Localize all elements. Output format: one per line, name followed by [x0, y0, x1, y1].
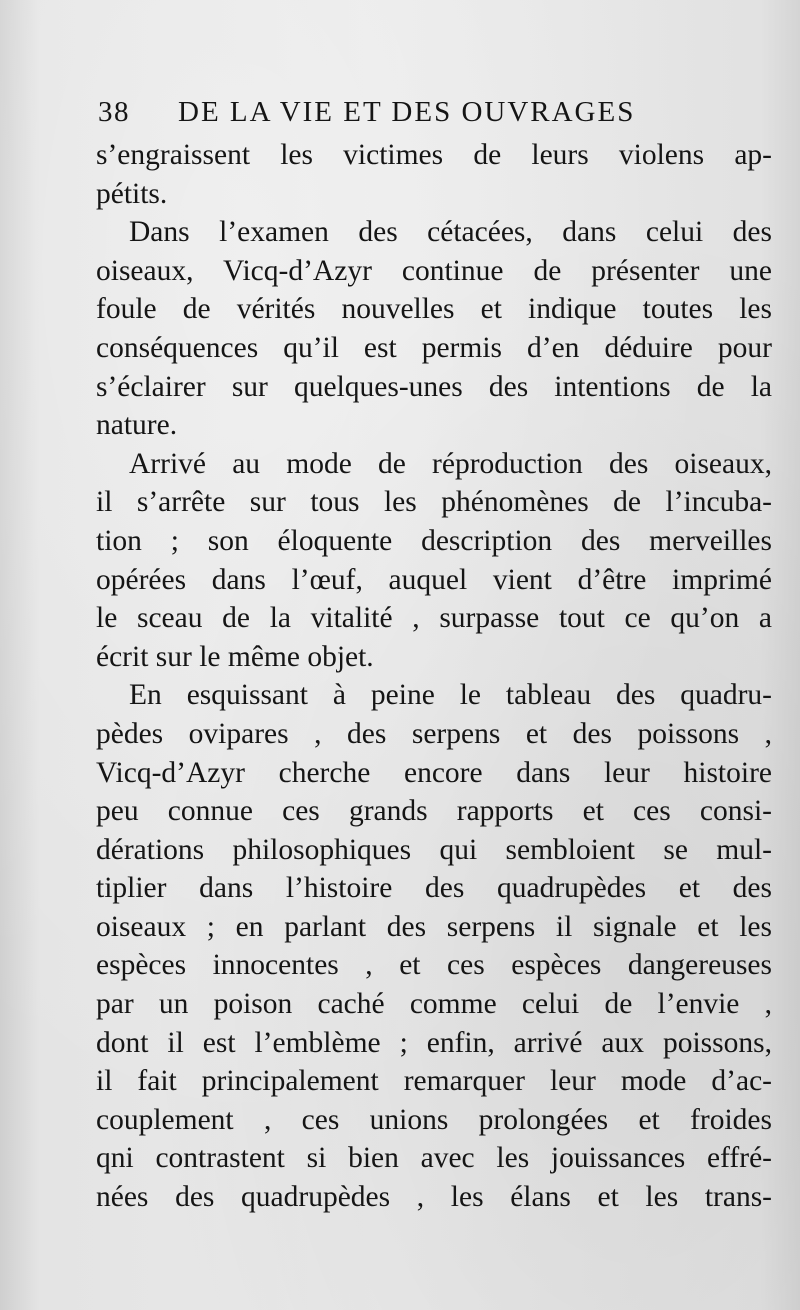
text-line: espèces innocentes , et ces espèces dangereuses: [96, 949, 772, 982]
text-line: tiplier dans l’histoire des quadrupèdes et des: [96, 872, 772, 905]
body-text: [96, 136, 772, 1217]
text-line: conséquences qu’il est permis d’en déduire pour: [96, 331, 772, 364]
running-head: DE LA VIE ET DES OUVRAGES: [178, 96, 636, 128]
text-line: En esquissant à peine le tableau des quadru-: [129, 679, 772, 712]
page-number: 38: [98, 96, 130, 128]
text-line: Vicq-d’Azyr cherche encore dans leur histoire: [96, 756, 772, 789]
text-line: dérations philosophiques qui sembloient se mul-: [96, 833, 772, 866]
text-line: qni contrastent si bien avec les jouissances effré-: [96, 1142, 772, 1175]
text-line: écrit sur le même objet.: [96, 640, 374, 673]
text-line: nature.: [96, 409, 178, 442]
text-line: oiseaux ; en parlant des serpens il signale et les: [96, 910, 772, 943]
text-line: oiseaux, Vicq-d’Azyr continue de présenter une: [96, 254, 772, 287]
text-line: nées des quadrupèdes , les élans et les trans-: [96, 1181, 772, 1214]
text-line: Arrivé au mode de réproduction des oiseaux,: [129, 447, 772, 480]
text-line: pétits.: [96, 177, 168, 210]
text-line: le sceau de la vitalité , surpasse tout ce qu’on a: [96, 602, 772, 635]
text-line: s’éclairer sur quelques-unes des intentions de la: [96, 370, 772, 403]
text-line: dont il est l’emblème ; enfin, arrivé aux poissons,: [96, 1026, 772, 1059]
text-line: pèdes ovipares , des serpens et des poissons ,: [96, 717, 772, 750]
text-line: peu connue ces grands rapports et ces consi-: [96, 795, 772, 828]
text-line: s’engraissent les victimes de leurs violens ap-: [96, 139, 772, 171]
text-line: tion ; son éloquente description des merveilles: [96, 524, 772, 557]
text-line: foule de vérités nouvelles et indique toutes les: [96, 293, 772, 326]
text-line: couplement , ces unions prolongées et froides: [96, 1103, 772, 1136]
text-line: il s’arrête sur tous les phénomènes de l’incuba-: [96, 486, 772, 519]
text-line: Dans l’examen des cétacées, dans celui des: [129, 216, 772, 249]
page-header: [98, 96, 738, 136]
text-line: il fait principalement remarquer leur mode d’ac-: [96, 1065, 772, 1098]
text-line: opérées dans l’œuf, auquel vient d’être imprimé: [96, 563, 772, 596]
text-line: par un poison caché comme celui de l’envie ,: [96, 988, 772, 1021]
